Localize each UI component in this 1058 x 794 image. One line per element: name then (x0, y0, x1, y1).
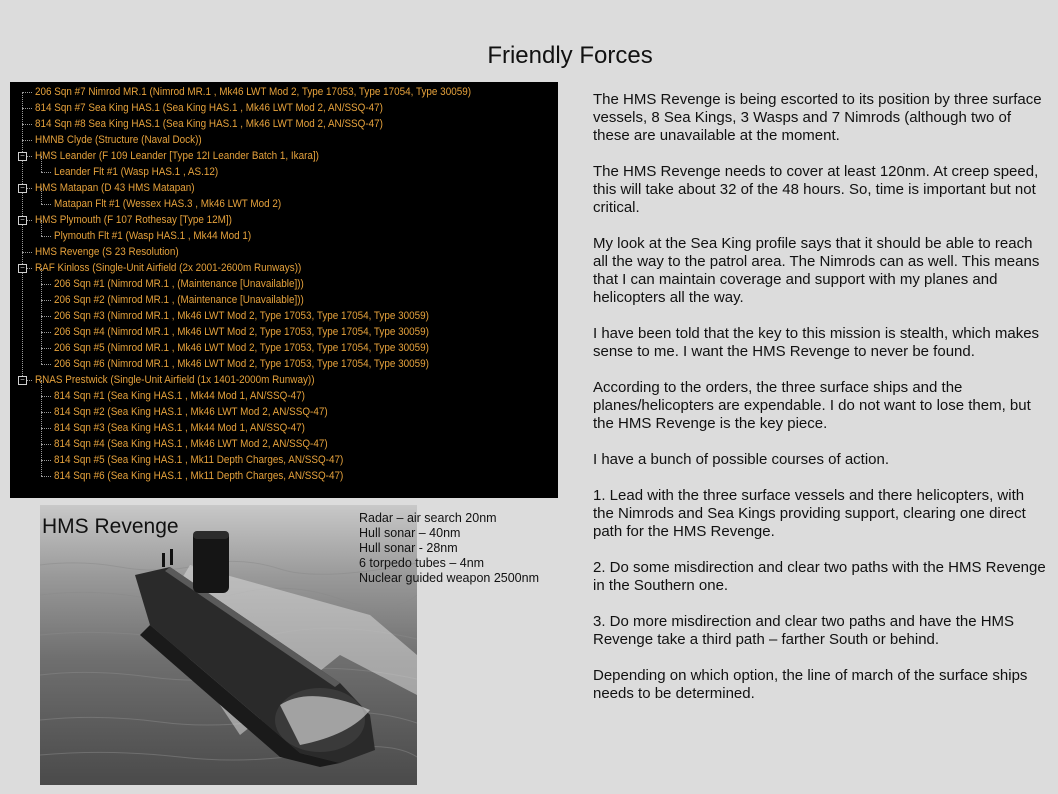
tree-connector (41, 284, 51, 285)
spec-item: 6 torpedo tubes – 4nm (359, 556, 485, 570)
spec-item: Hull sonar – 40nm (359, 526, 461, 540)
tree-connector (41, 364, 51, 365)
tree-connector (22, 92, 23, 380)
mission-notes (593, 91, 1048, 721)
tree-connector (41, 348, 42, 364)
tree-connector (41, 444, 51, 445)
tree-connector (41, 348, 51, 349)
tree-item[interactable]: 814 Sqn #7 Sea King HAS.1 (Sea King HAS.1 , Mk46 LWT Mod 2, AN/SSQ-47) (35, 102, 383, 114)
tree-connector (22, 108, 32, 109)
note-paragraph: 3. Do more misdirection and clear two paths and have the HMS Revenge take a third path – farther South or behind. (593, 613, 1015, 648)
tree-connector (41, 396, 51, 397)
note-paragraph: The HMS Revenge needs to cover at least 120nm. At creep speed, this will take about 32 of the 48 hours. So, time is important but not critical. (593, 163, 1039, 216)
note-paragraph: 2. Do some misdirection and clear two paths with the HMS Revenge in the Southern one. (593, 559, 1046, 594)
slide-title: Friendly Forces (487, 42, 653, 69)
tree-item[interactable]: 814 Sqn #1 (Sea King HAS.1 , Mk44 Mod 1, AN/SSQ-47) (54, 390, 305, 402)
note-paragraph: Depending on which option, the line of march of the surface ships needs to be determined. (593, 667, 1028, 702)
collapse-toggle-icon[interactable]: − (18, 376, 27, 385)
tree-connector (41, 188, 42, 204)
unit-tree-panel[interactable] (10, 82, 558, 498)
tree-connector (41, 412, 51, 413)
tree-item[interactable]: 206 Sqn #5 (Nimrod MR.1 , Mk46 LWT Mod 2, Type 17053, Type 17054, Type 30059) (54, 342, 429, 354)
tree-item[interactable]: Leander Flt #1 (Wasp HAS.1 , AS.12) (54, 166, 219, 178)
tree-item[interactable]: 814 Sqn #5 (Sea King HAS.1 , Mk11 Depth Charges, AN/SSQ-47) (54, 454, 344, 466)
tree-connector (41, 332, 42, 348)
collapse-toggle-icon[interactable]: − (18, 216, 27, 225)
tree-item[interactable]: 814 Sqn #8 Sea King HAS.1 (Sea King HAS.1 , Mk46 LWT Mod 2, AN/SSQ-47) (35, 118, 383, 130)
tree-item[interactable]: HMNB Clyde (Structure (Naval Dock)) (35, 134, 202, 146)
note-paragraph: According to the orders, the three surface ships and the planes/helicopters are expendable. I do not want to lose them, but the HMS Revenge is the key piece. (593, 379, 1031, 432)
tree-connector (41, 476, 51, 477)
note-paragraph: My look at the Sea King profile says that it should be able to reach all the way to the patrol area. The Nimrods can as well. This means that I can maintain coverage and support with my planes and helicopters all the way. (593, 235, 1040, 306)
tree-item[interactable]: HMS Leander (F 109 Leander [Type 12I Leander Batch 1, Ikara]) (35, 150, 319, 162)
tree-connector (41, 204, 51, 205)
tree-connector (41, 316, 51, 317)
tree-connector (41, 316, 42, 332)
tree-item[interactable]: Plymouth Flt #1 (Wasp HAS.1 , Mk44 Mod 1) (54, 230, 252, 242)
spec-item: Hull sonar - 28nm (359, 541, 458, 555)
tree-connector (41, 428, 42, 444)
tree-item[interactable]: 206 Sqn #7 Nimrod MR.1 (Nimrod MR.1 , Mk46 LWT Mod 2, Type 17053, Type 17054, Type 30059) (35, 86, 472, 98)
tree-item[interactable]: 206 Sqn #3 (Nimrod MR.1 , Mk46 LWT Mod 2, Type 17053, Type 17054, Type 30059) (54, 310, 429, 322)
tree-item[interactable]: 814 Sqn #3 (Sea King HAS.1 , Mk44 Mod 1, AN/SSQ-47) (54, 422, 305, 434)
tree-connector (41, 332, 51, 333)
tree-connector (41, 284, 42, 300)
note-paragraph: The HMS Revenge is being escorted to its position by three surface vessels, 8 Sea Kings, 3 Wasps and 7 Nimrods (although two of these are unavailable at the moment. (593, 91, 1042, 144)
collapse-toggle-icon[interactable]: − (18, 264, 27, 273)
tree-connector (41, 156, 42, 172)
tree-item[interactable]: 206 Sqn #6 (Nimrod MR.1 , Mk46 LWT Mod 2, Type 17053, Type 17054, Type 30059) (54, 358, 429, 370)
tree-item[interactable]: HMS Revenge (S 23 Resolution) (35, 246, 179, 258)
tree-connector (22, 252, 32, 253)
tree-connector (41, 268, 42, 284)
spec-item: Radar – air search 20nm (359, 511, 497, 525)
note-paragraph: I have a bunch of possible courses of action. (593, 451, 890, 468)
tree-item[interactable]: 814 Sqn #4 (Sea King HAS.1 , Mk46 LWT Mod 2, AN/SSQ-47) (54, 438, 328, 450)
tree-item[interactable]: 814 Sqn #2 (Sea King HAS.1 , Mk46 LWT Mod 2, AN/SSQ-47) (54, 406, 328, 418)
tree-item[interactable]: 206 Sqn #1 (Nimrod MR.1 , (Maintenance [Unavailable])) (54, 278, 304, 290)
tree-item[interactable]: RNAS Prestwick (Single-Unit Airfield (1x 1401-2000m Runway)) (35, 374, 315, 386)
tree-connector (41, 380, 42, 396)
collapse-toggle-icon[interactable]: − (18, 184, 27, 193)
note-paragraph: 1. Lead with the three surface vessels and there helicopters, with the Nimrods and Sea Kings providing support, clearing one direct path for the HMS Revenge. (593, 487, 1026, 540)
weapon-specs (359, 511, 539, 586)
tree-connector (41, 172, 51, 173)
tree-connector (41, 460, 42, 476)
tree-connector (41, 396, 42, 412)
tree-item[interactable]: 206 Sqn #2 (Nimrod MR.1 , (Maintenance [Unavailable])) (54, 294, 304, 306)
tree-connector (22, 124, 32, 125)
photo-caption: HMS Revenge (42, 515, 179, 538)
tree-item[interactable]: Matapan Flt #1 (Wessex HAS.3 , Mk46 LWT Mod 2) (54, 198, 282, 210)
tree-connector (41, 412, 42, 428)
tree-item[interactable]: 206 Sqn #4 (Nimrod MR.1 , Mk46 LWT Mod 2, Type 17053, Type 17054, Type 30059) (54, 326, 429, 338)
tree-connector (41, 300, 42, 316)
tree-item[interactable]: RAF Kinloss (Single-Unit Airfield (2x 2001-2600m Runways)) (35, 262, 302, 274)
tree-item[interactable]: HMS Plymouth (F 107 Rothesay [Type 12M]) (35, 214, 232, 226)
tree-item[interactable]: 814 Sqn #6 (Sea King HAS.1 , Mk11 Depth Charges, AN/SSQ-47) (54, 470, 344, 482)
tree-connector (41, 428, 51, 429)
tree-connector (22, 92, 32, 93)
tree-connector (41, 236, 51, 237)
tree-connector (41, 300, 51, 301)
collapse-toggle-icon[interactable]: − (18, 152, 27, 161)
spec-item: Nuclear guided weapon 2500nm (359, 571, 539, 585)
tree-connector (22, 140, 32, 141)
tree-item[interactable]: HMS Matapan (D 43 HMS Matapan) (35, 182, 195, 194)
tree-connector (41, 460, 51, 461)
tree-connector (41, 220, 42, 236)
tree-connector (41, 444, 42, 460)
note-paragraph: I have been told that the key to this mission is stealth, which makes sense to me. I want the HMS Revenge to never be found. (593, 325, 1040, 360)
